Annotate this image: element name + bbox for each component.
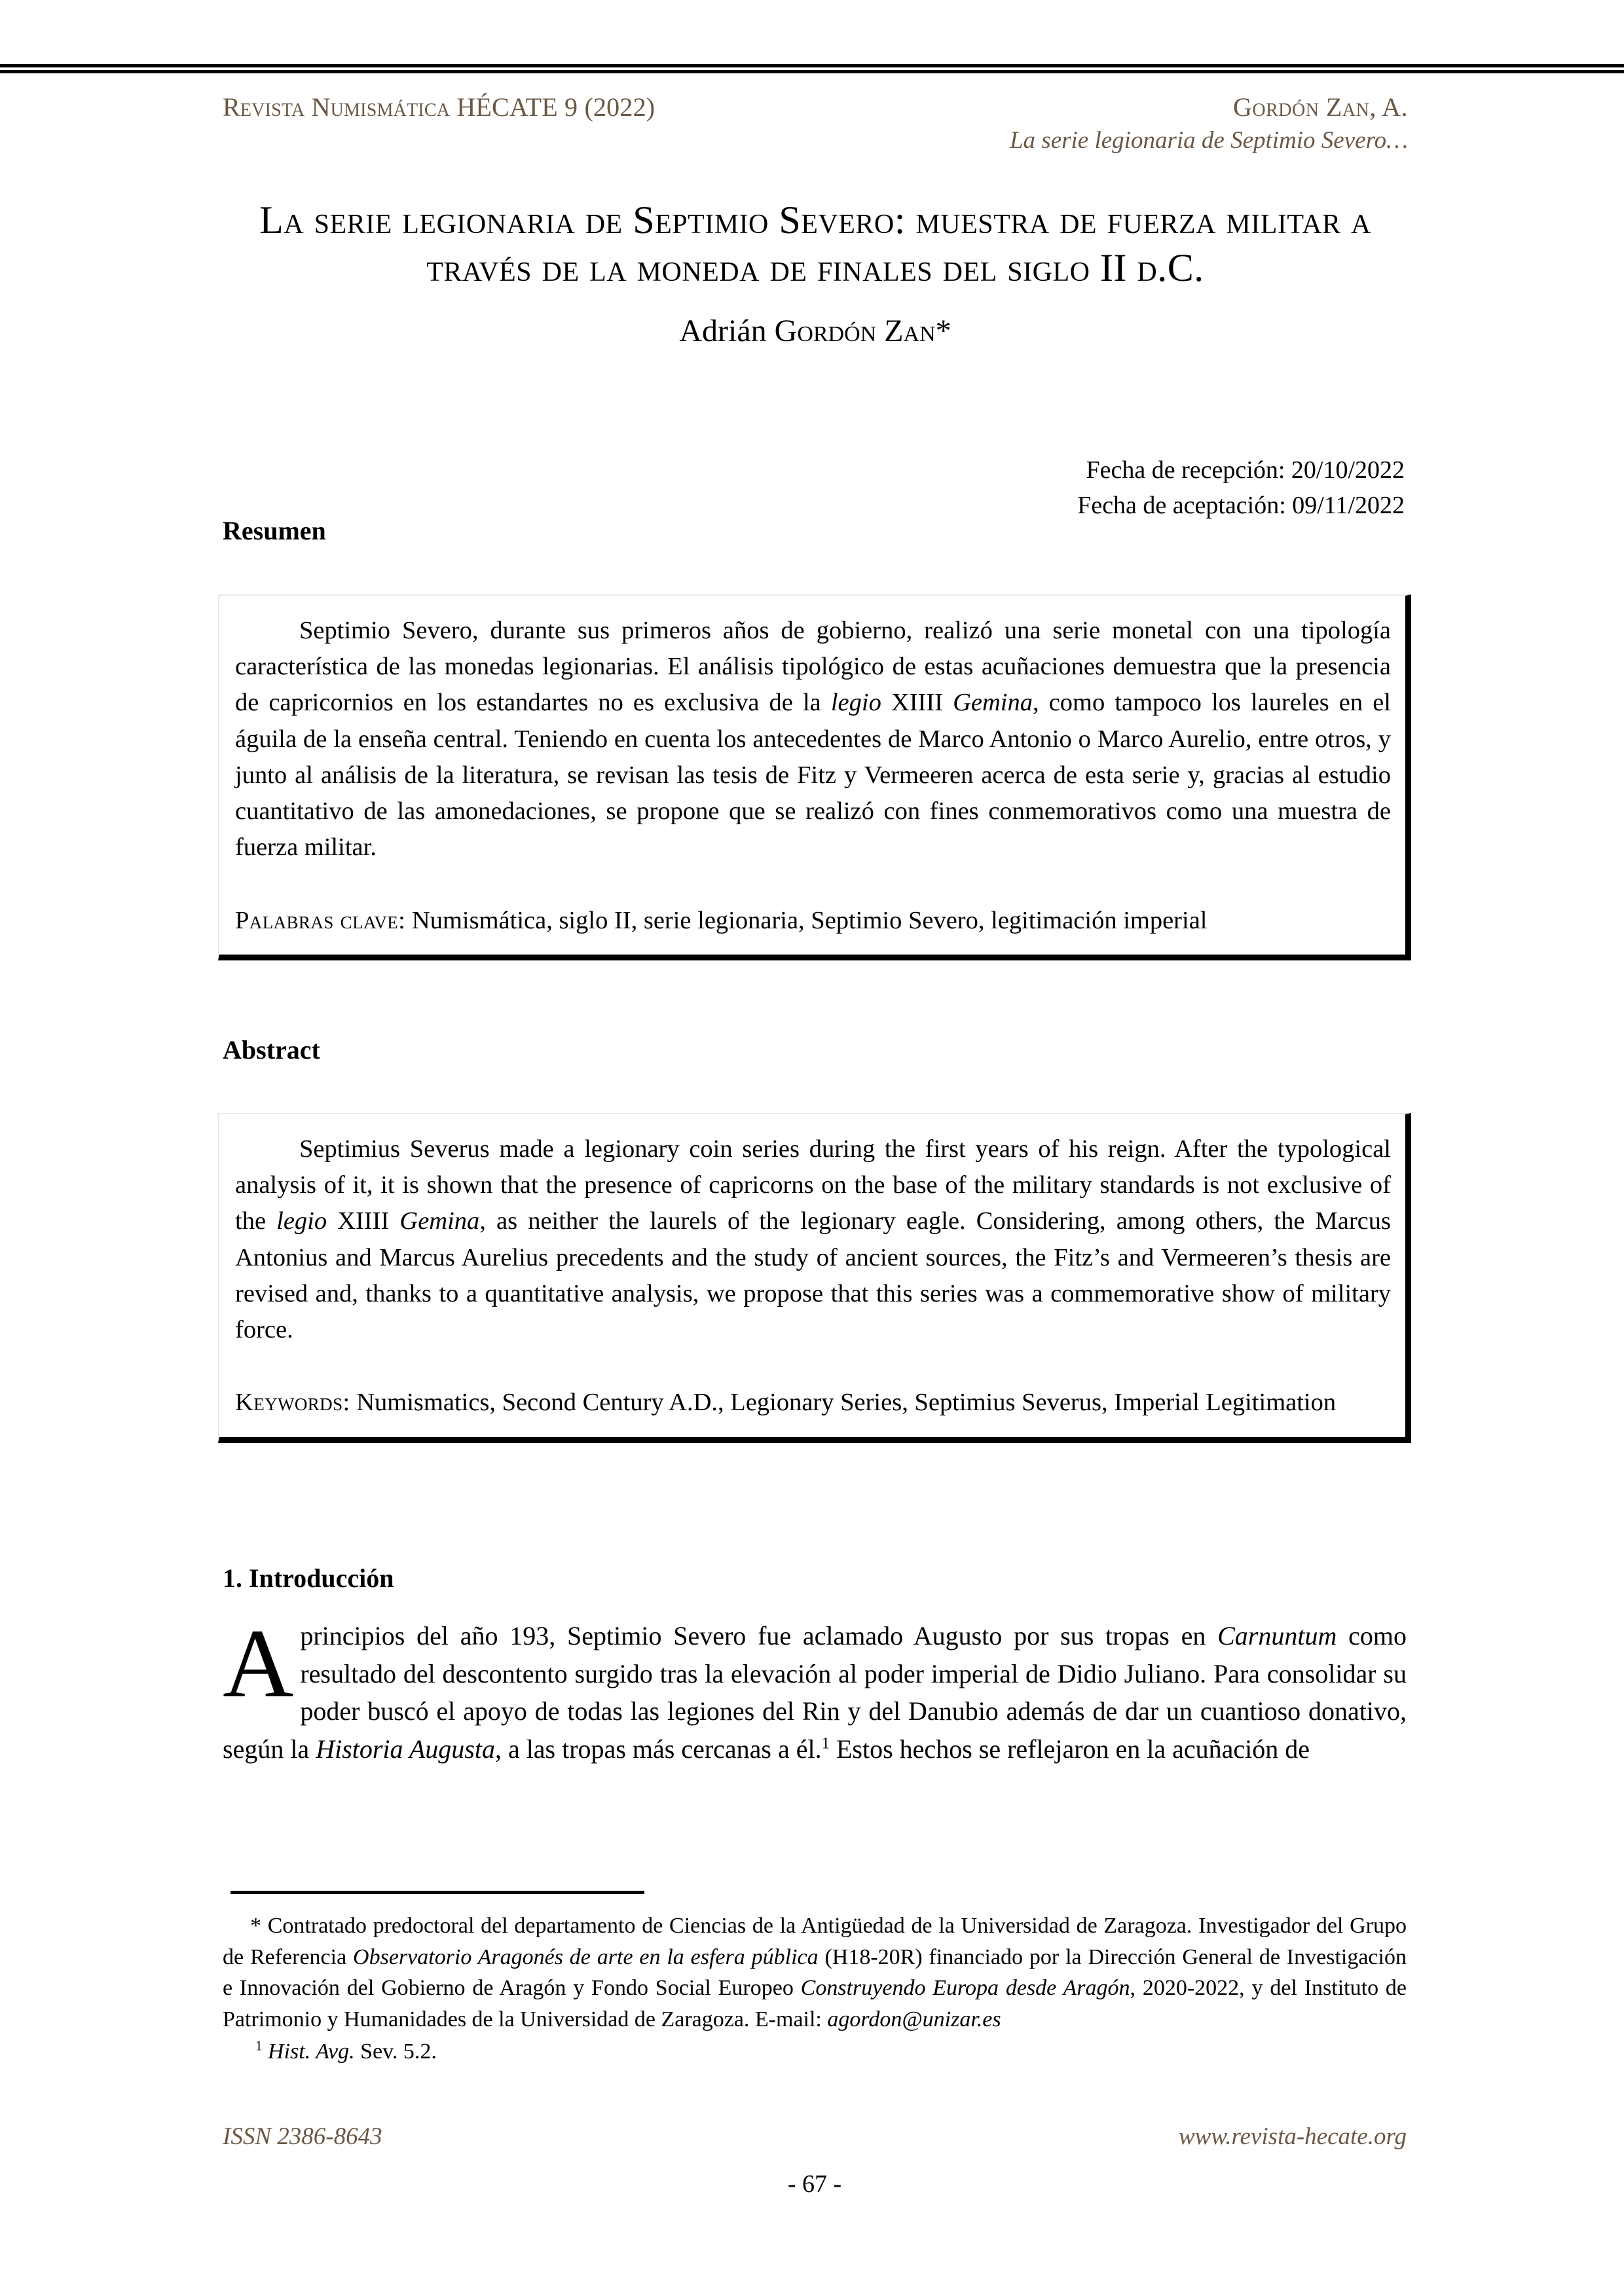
abstract-text-c: , as neither the laurels of the legionary eagle. Considering, among others, the Marcus Antonius and Marcus Aurelius precedents and the study of ancient sources, the Fitz’s and Vermeeren’s thesis are revised and, thanks to a quantitative analysis, we propose that this series was a commemorative show of military force. bbox=[235, 1207, 1391, 1344]
drop-cap-letter: A bbox=[223, 1609, 294, 1718]
section-heading-introduccion: 1. Introducción bbox=[223, 1563, 394, 1593]
intro-text-a: principios del año 193, Septimio Severo fue aclamado Augusto por sus tropas en bbox=[300, 1621, 1218, 1650]
page-top-double-rule bbox=[0, 64, 1624, 73]
running-head bbox=[223, 92, 1408, 164]
abstract-paragraph bbox=[235, 1131, 1391, 1348]
abstract-keywords-label: Keywords: bbox=[235, 1389, 350, 1417]
title-block bbox=[242, 196, 1388, 349]
intro-text-c: , a las tropas más cercanas a él. bbox=[494, 1734, 822, 1764]
footer-issn: ISSN 2386-8643 bbox=[223, 2123, 382, 2150]
footnote-1 bbox=[223, 2036, 1407, 2068]
author-line bbox=[242, 313, 1388, 349]
resumen-italic-gemina: Gemina bbox=[953, 689, 1033, 717]
abstract-text-b: XIIII bbox=[327, 1207, 400, 1235]
resumen-italic-legio: legio bbox=[830, 689, 881, 717]
running-head-author: Gordón Zan, A. bbox=[1233, 92, 1408, 122]
page-title: La serie legionaria de Septimio Severo: muestra de fuerza militar a través de la moneda de finales del siglo II d.C. bbox=[259, 198, 1371, 290]
footnote-star-email[interactable]: agordon@unizar.es bbox=[827, 2007, 1001, 2032]
abstract-box bbox=[218, 1113, 1411, 1443]
resumen-text-a: Septimio Severo, durante sus primeros años de gobierno, realizó una serie monetal con una tipología característica de las monedas legionarias. El análisis tipológico de estas acuñaciones demuestra que la presencia de capricornios en los estandartes no es exclusiva de la bbox=[235, 617, 1391, 717]
intro-italic-historia-augusta: Historia Augusta bbox=[316, 1734, 495, 1764]
footnote-star bbox=[223, 1910, 1407, 2035]
footnote-1-marker: 1 bbox=[255, 2038, 263, 2054]
resumen-paragraph bbox=[235, 613, 1391, 866]
introduction-paragraph bbox=[223, 1609, 1407, 1768]
abstract-keywords-value: Numismatics, Second Century A.D., Legionary Series, Septimius Severus, Imperial Legitimation bbox=[350, 1389, 1337, 1417]
page-footer bbox=[223, 2123, 1407, 2201]
resumen-text-b: XIIII bbox=[881, 689, 953, 717]
reception-date: Fecha de recepción: 20/10/2022 bbox=[1086, 456, 1405, 484]
footnote-reference-1[interactable]: 1 bbox=[821, 1734, 830, 1753]
section-heading-abstract: Abstract bbox=[223, 1035, 320, 1065]
abstract-keywords bbox=[235, 1385, 1391, 1421]
footnote-1-source-rest: Sev. 5.2. bbox=[354, 2039, 437, 2064]
resumen-keywords-label: Palabras clave: bbox=[235, 906, 406, 934]
abstract-text-a: Septimius Severus made a legionary coin series during the first years of his reign. After the typological analysis of it, it is shown that the presence of capricorns on the base of the military standards is not exclusive of the bbox=[235, 1135, 1391, 1235]
submission-dates bbox=[1077, 453, 1405, 524]
author-surname: Gordón Zan* bbox=[774, 314, 951, 349]
resumen-keywords-value: Numismática, siglo II, serie legionaria, Septimio Severo, legitimación imperial bbox=[405, 906, 1208, 934]
author-given-name: Adrián bbox=[679, 314, 775, 349]
footnotes-area bbox=[223, 1910, 1407, 2068]
resumen-keywords bbox=[235, 903, 1391, 939]
footnote-1-source-italic: Hist. Avg. bbox=[262, 2039, 355, 2064]
page-number: - 67 - bbox=[787, 2170, 842, 2198]
footnote-star-italic-project: Construyendo Europa desde Aragón bbox=[800, 1976, 1130, 2001]
footer-website-url[interactable]: www.revista-hecate.org bbox=[1178, 2123, 1407, 2150]
footnote-star-text-a: * Contratado predoctoral del departamento de Ciencias de la Antigüedad de la Universidad de Zaragoza. Investigador del Grupo de Referencia bbox=[223, 1914, 1407, 1969]
section-heading-resumen: Resumen bbox=[223, 516, 326, 545]
footnote-separator-rule bbox=[231, 1891, 644, 1894]
running-head-short-title: La serie legionaria de Septimio Severo… bbox=[1009, 127, 1408, 154]
footnote-star-text-c: , 2020-2022, y del Instituto de Patrimonio y Humanidades de la Universidad de Zaragoza. E-mail: bbox=[223, 1976, 1407, 2032]
abstract-italic-gemina: Gemina bbox=[399, 1207, 480, 1235]
footnote-star-text-b: (H18-20R) financiado por la Dirección General de Investigación e Innovación del Gobierno de Aragón y Fondo Social Europeo bbox=[223, 1944, 1407, 2001]
running-head-journal: Revista Numismática HÉCATE 9 (2022) bbox=[223, 92, 655, 122]
acceptance-date: Fecha de aceptación: 09/11/2022 bbox=[1077, 491, 1405, 519]
resumen-box bbox=[218, 594, 1411, 960]
resumen-text-c: , como tampoco los laureles en el águila de la enseña central. Teniendo en cuenta los antecedentes de Marco Antonio o Marco Aurelio, entre otros, y junto al análisis de la literatura, se revisan las tesis de Fitz y Vermeeren acerca de esta serie y, gracias al estudio cuantitativo de las amonedaciones, se propone que se realizó con fines conmemorativos como una muestra de fuerza militar. bbox=[235, 689, 1391, 862]
intro-italic-carnuntum: Carnuntum bbox=[1217, 1621, 1337, 1650]
footnote-star-italic-group: Observatorio Aragonés de arte en la esfera pública bbox=[353, 1944, 819, 1969]
running-head-right bbox=[1010, 92, 1408, 155]
intro-text-d: Estos hechos se reflejaron en la acuñación de bbox=[830, 1734, 1310, 1764]
abstract-italic-legio: legio bbox=[276, 1207, 327, 1235]
intro-text-b: como resultado del descontento surgido tras la elevación al poder imperial de Didio Juliano. Para consolidar su poder buscó el apoyo de todas las legiones del Rin y del Danubio además de dar un cuantioso donativo, según la bbox=[223, 1621, 1407, 1764]
